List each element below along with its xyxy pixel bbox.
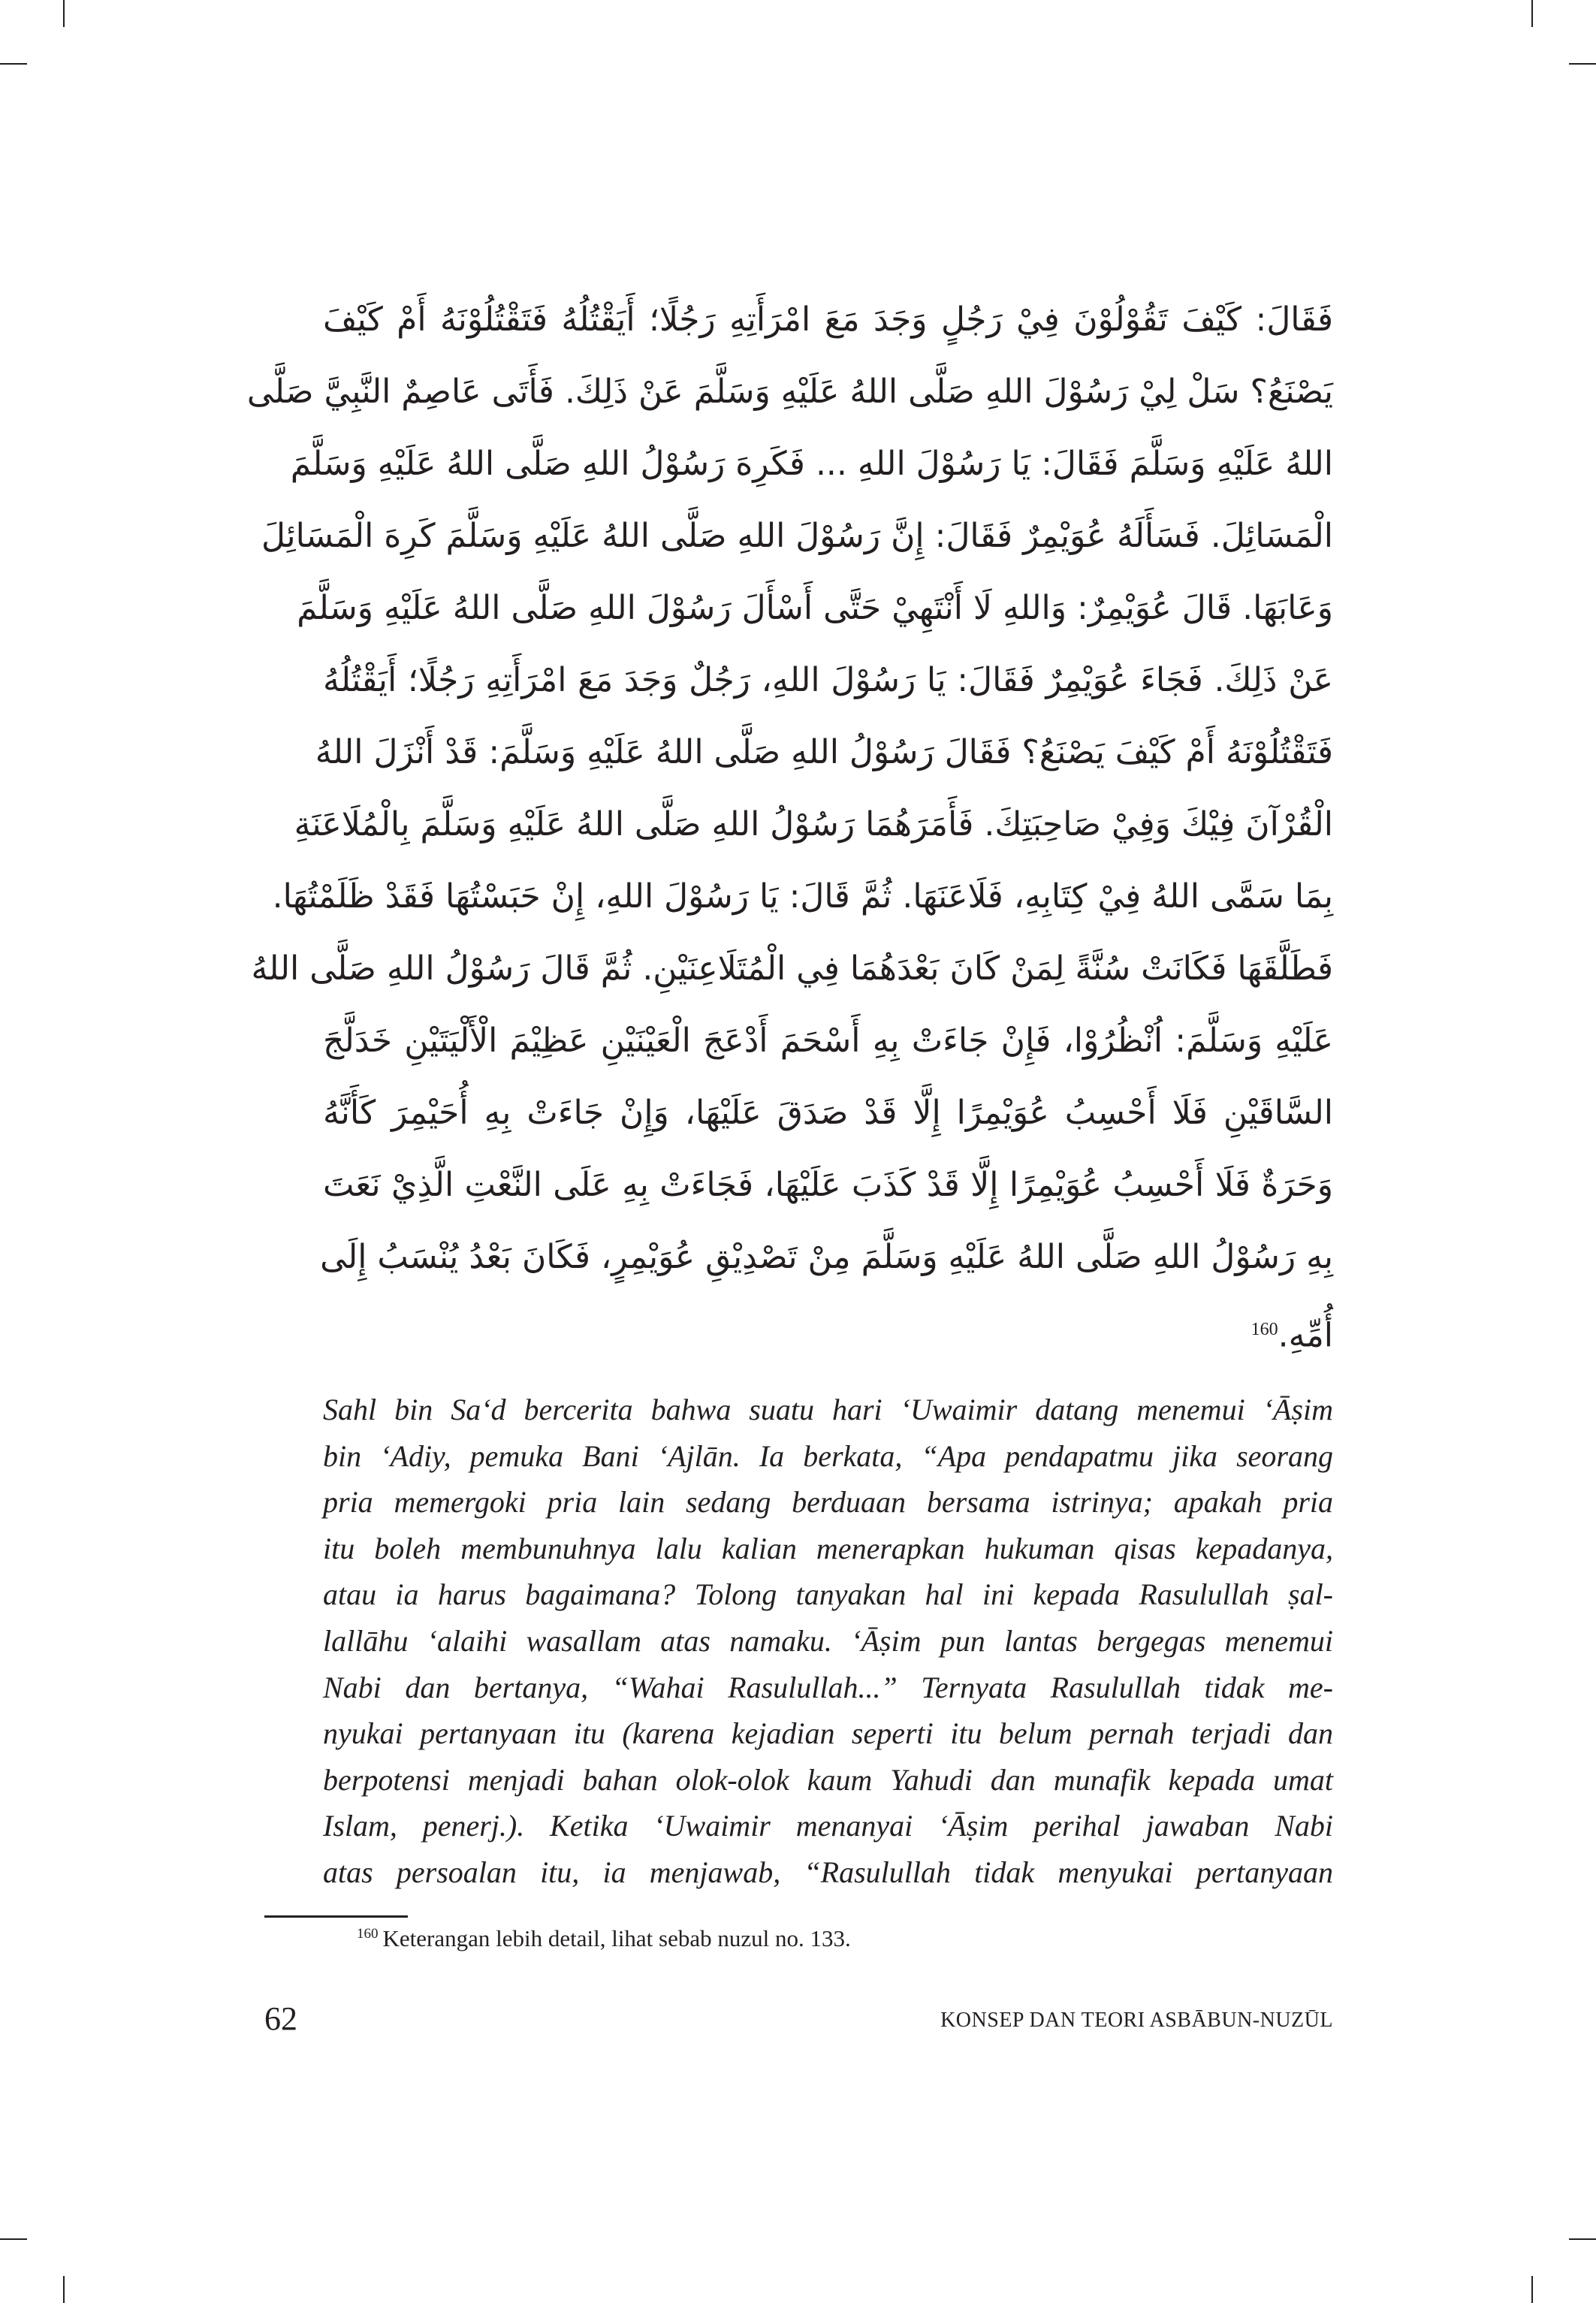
arabic-line: فَقَالَ: كَيْفَ تَقُوْلُوْنَ فِيْ رَجُلٍ وَجَدَ مَعَ امْرَأَتِهِ رَجُلًا؛ أَيَقْتُلُهُ فَتَقْتُلُوْنَهُ أَمْ كَيْفَ bbox=[323, 300, 1333, 339]
arabic-line: فَتَقْتُلُوْنَهُ أَمْ كَيْفَ يَصْنَعُ؟ فَقَالَ رَسُوْلُ اللهِ صَلَّى اللهُ عَلَيْهِ وَسَلَّمَ: قَدْ أَنْزَلَ اللهُ bbox=[315, 733, 1333, 771]
arabic-line: يَصْنَعُ؟ سَلْ لِيْ رَسُوْلَ اللهِ صَلَّى اللهُ عَلَيْهِ وَسَلَّمَ عَنْ ذَلِكَ. فَأَتَى عَاصِمٌ النَّبِيَّ صَلَّى bbox=[246, 373, 1333, 411]
footnote-text: Keterangan lebih detail, lihat sebab nuzul no. 133. bbox=[382, 1925, 851, 1951]
footnote bbox=[357, 1925, 851, 1952]
translation-line: Nabi dan bertanya, “Wahai Rasulullah...” Ternyata Rasulullah tidak me- bbox=[323, 1670, 1333, 1704]
arabic-line: بِهِ رَسُوْلُ اللهِ صَلَّى اللهُ عَلَيْهِ وَسَلَّمَ مِنْ تَصْدِيْقِ عُوَيْمِرٍ، فَكَانَ بَعْدُ يُنْسَبُ إِلَى bbox=[320, 1238, 1333, 1276]
footnote-separator bbox=[264, 1915, 408, 1918]
arabic-line: اللهُ عَلَيْهِ وَسَلَّمَ فَقَالَ: يَا رَسُوْلَ اللهِ ... فَكَرِهَ رَسُوْلُ اللهِ صَلَّى اللهُ عَلَيْهِ وَسَلَّمَ bbox=[290, 445, 1333, 483]
arabic-line: السَّاقَيْنِ فَلَا أَحْسِبُ عُوَيْمِرًا إِلَّا قَدْ صَدَقَ عَلَيْهَا، وَإِنْ جَاءَتْ بِهِ أُحَيْمِرَ كَأَنَّهُ bbox=[323, 1094, 1333, 1132]
arabic-line: عَلَيْهِ وَسَلَّمَ: اُنْظُرُوْا، فَإِنْ جَاءَتْ بِهِ أَسْحَمَ أَدْعَجَ الْعَيْنَيْنِ عَظِيْمَ الْأَلْيَتَيْنِ خَدَلَّجَ bbox=[323, 1022, 1333, 1060]
crop-mark-top-right-v bbox=[1531, 0, 1533, 27]
arabic-line-last bbox=[323, 1293, 1333, 1366]
arabic-line: الْقُرْآنَ فِيْكَ وَفِيْ صَاحِبَتِكَ. فَأَمَرَهُمَا رَسُوْلُ اللهِ صَلَّى اللهُ عَلَيْهِ وَسَلَّمَ بِالْمُلَاعَنَةِ bbox=[294, 805, 1333, 844]
translation-line: atau ia harus bagaimana? Tolong tanyakan hal ini kepada Rasulullah ṣal- bbox=[323, 1577, 1333, 1612]
translation-line: berpotensi menjadi bahan olok-olok kaum Yahudi dan munafik kepada umat bbox=[323, 1762, 1333, 1797]
crop-mark-bottom-right-v bbox=[1531, 2276, 1533, 2303]
translation-line: atas persoalan itu, ia menjawab, “Rasulullah tidak menyukai pertanyaan bbox=[323, 1855, 1333, 1889]
crop-mark-top-left-h bbox=[0, 63, 27, 65]
arabic-line: وَحَرَةٌ فَلَا أَحْسِبُ عُوَيْمِرًا إِلَّا قَدْ كَذَبَ عَلَيْهَا، فَجَاءَتْ بِهِ عَلَى النَّعْتِ الَّذِيْ نَعَتَ bbox=[323, 1166, 1333, 1204]
running-header: KONSEP DAN TEORI ASBĀBUN-NUZŪL bbox=[940, 2009, 1333, 2032]
footnote-reference[interactable]: 160 bbox=[1251, 1320, 1278, 1339]
arabic-hadith-text bbox=[246, 284, 1333, 1366]
crop-mark-top-left-v bbox=[63, 0, 65, 27]
translation-line: nyukai pertanyaan itu (karena kejadian seperti itu belum pernah terjadi dan bbox=[323, 1716, 1333, 1751]
indonesian-translation bbox=[323, 1387, 1333, 1896]
translation-line: Sahl bin Sa‘d bercerita bahwa suatu hari ‘Uwaimir datang menemui ‘Āṣim bbox=[323, 1393, 1333, 1426]
arabic-line: فَطَلَّقَهَا فَكَانَتْ سُنَّةً لِمَنْ كَانَ بَعْدَهُمَا فِي الْمُتَلَاعِنَيْنِ. ثُمَّ قَالَ رَسُوْلُ اللهِ صَلَّى اللهُ bbox=[251, 949, 1333, 988]
arabic-line: وَعَابَهَا. قَالَ عُوَيْمِرٌ: وَاللهِ لَا أَنْتَهِيْ حَتَّى أَسْأَلَ رَسُوْلَ اللهِ صَلَّى اللهُ عَلَيْهِ وَسَلَّمَ bbox=[297, 589, 1333, 627]
arabic-line-text: أُمِّهِ. bbox=[1278, 1316, 1333, 1355]
arabic-line: بِمَا سَمَّى اللهُ فِيْ كِتَابِهِ، فَلَاعَنَهَا. ثُمَّ قَالَ: يَا رَسُوْلَ اللهِ، إِنْ حَبَسْتُهَا فَقَدْ ظَلَمْتُهَا. bbox=[272, 877, 1333, 916]
translation-line: pria memergoki pria lain sedang berduaan bersama istrinya; apakah pria bbox=[323, 1485, 1333, 1520]
page-number: 62 bbox=[264, 2000, 297, 2037]
crop-mark-bottom-right-h bbox=[1569, 2238, 1596, 2240]
crop-mark-top-right-h bbox=[1569, 63, 1596, 65]
arabic-line: الْمَسَائِلَ. فَسَأَلَهُ عُوَيْمِرٌ فَقَالَ: إِنَّ رَسُوْلَ اللهِ صَلَّى اللهُ عَلَيْهِ وَسَلَّمَ كَرِهَ الْمَسَائِلَ bbox=[261, 517, 1333, 555]
crop-mark-bottom-left-h bbox=[0, 2238, 27, 2240]
translation-line: Islam, penerj.). Ketika ‘Uwaimir menanyai ‘Āṣim perihal jawaban Nabi bbox=[323, 1809, 1333, 1843]
arabic-line: عَنْ ذَلِكَ. فَجَاءَ عُوَيْمِرٌ فَقَالَ: يَا رَسُوْلَ اللهِ، رَجُلٌ وَجَدَ مَعَ امْرَأَتِهِ رَجُلًا؛ أَيَقْتُلُهُ bbox=[323, 661, 1333, 699]
footnote-number: 160 bbox=[357, 1925, 379, 1942]
translation-line: itu boleh membunuhnya lalu kalian menerapkan hukuman qisas kepadanya, bbox=[323, 1531, 1333, 1565]
crop-mark-bottom-left-v bbox=[63, 2276, 65, 2303]
translation-line: lallāhu ‘alaihi wasallam atas namaku. ‘Āṣim pun lantas bergegas menemui bbox=[323, 1623, 1333, 1658]
translation-line: bin ‘Adiy, pemuka Bani ‘Ajlān. Ia berkata, “Apa pendapatmu jika seorang bbox=[323, 1438, 1333, 1473]
